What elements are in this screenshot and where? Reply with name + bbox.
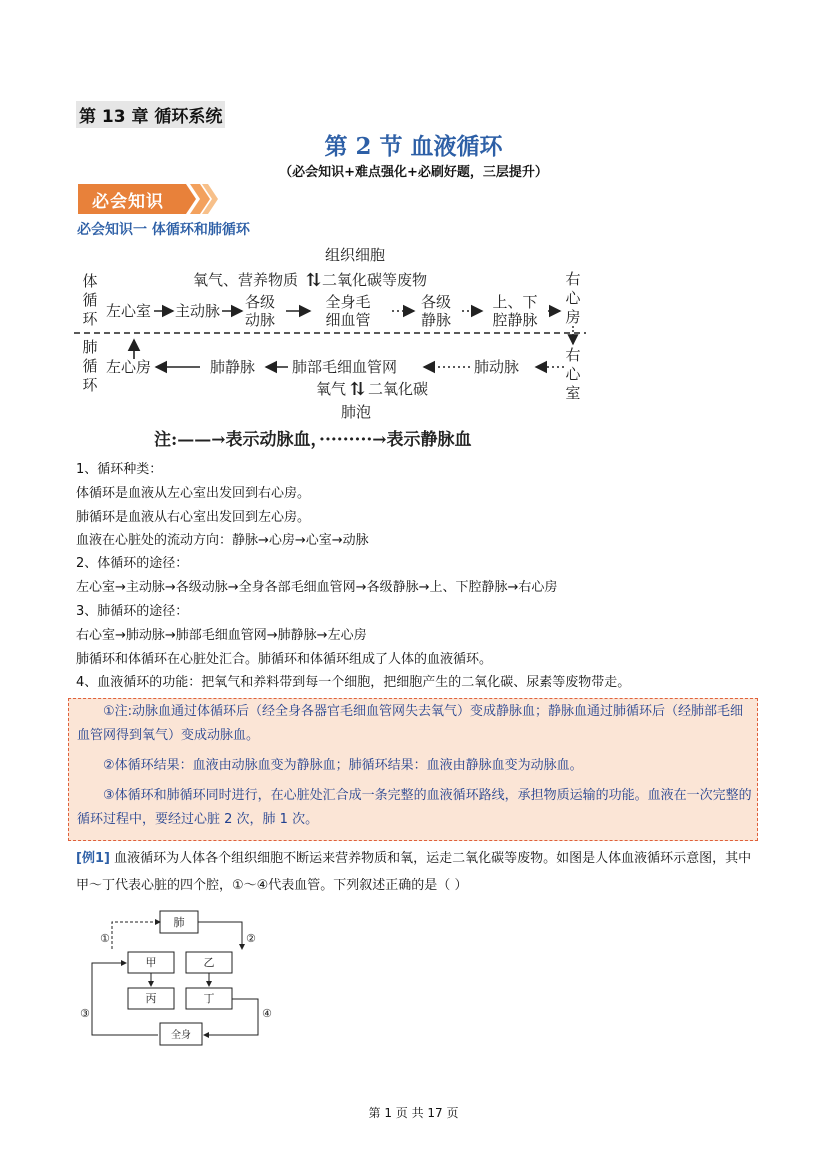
svg-text:乙: 乙	[203, 956, 215, 969]
bottom-label: 肺泡	[340, 403, 372, 421]
right-atrium-label	[565, 270, 581, 326]
text-line: 血液在心脏处的流动方向：静脉→心房→心室→动脉	[76, 533, 369, 548]
legend: 注:——→表示动脉血，·········→表示静脉血	[154, 430, 472, 450]
text-line: 3、肺循环的途径：	[76, 604, 189, 619]
node-veins: 各级	[420, 293, 452, 311]
node-pulm-artery: 肺动脉	[474, 358, 520, 376]
svg-text:肺: 肺	[82, 338, 98, 356]
svg-text:环: 环	[82, 376, 98, 394]
svg-text:腔静脉: 腔静脉	[492, 311, 538, 329]
svg-text:肺: 肺	[173, 916, 185, 929]
knowledge-title: 必会知识一 体循环和肺循环	[77, 222, 250, 238]
svg-text:全身: 全身	[171, 1030, 191, 1041]
svg-text:循: 循	[82, 291, 98, 309]
svg-text:室: 室	[565, 384, 581, 402]
vessel-2: ②	[246, 932, 256, 945]
note-3: ③体循环和肺循环同时进行，在心脏处汇合成一条完整的血液循环路线，承担物质运输的功能。血液在一次完整的循环过程中，要经过心脏 2 次，肺 1 次。	[77, 788, 752, 827]
exchange-top-left: 氧气、营养物质	[192, 271, 298, 289]
chapter-heading: 第 13 章 循环系统	[76, 101, 225, 128]
vessel-3: ③	[80, 1007, 90, 1020]
pulmonary-label	[82, 338, 98, 394]
node-left-ventricle: 左心室	[106, 302, 152, 320]
exchange-top-arrows: ⇅	[306, 270, 322, 291]
text-line: 右心室→肺动脉→肺部毛细血管网→肺静脉→左心房	[76, 628, 367, 643]
node-pulm-cap: 肺部毛细血管网	[292, 358, 398, 376]
svg-text:心: 心	[565, 289, 581, 307]
text-line: 2、体循环的途径：	[76, 556, 189, 571]
svg-text:右: 右	[565, 270, 581, 288]
page-footer: 第 1 页 共 17 页	[368, 1106, 459, 1120]
svg-text:细血管: 细血管	[325, 311, 371, 329]
node-vena-cava: 上、下	[492, 293, 538, 311]
circulation-diagram	[70, 244, 590, 454]
svg-text:心: 心	[565, 365, 581, 383]
node-pulm-vein: 肺静脉	[210, 358, 256, 376]
svg-text:房: 房	[565, 308, 581, 326]
example-text: 血液循环为人体各个组织细胞不断运来营养物质和氧，运走二氧化碳等废物。如图是人体血液循环示意图，其中甲～丁代表心脏的四个腔，①～④代表血管。下列叙述正确的是（ ）	[76, 851, 752, 893]
subtitle: （必会知识+难点强化+必刷好题，三层提升）	[279, 165, 548, 180]
note-1: ①注:动脉血通过体循环后（经全身各器官毛细血管网失去氧气）变成静脉血；静脉血通过肺循环后（经肺部毛细血管网得到氧气）变成动脉血。	[77, 704, 744, 743]
svg-text:静脉: 静脉	[420, 311, 452, 329]
text-line: 1、循环种类：	[76, 462, 163, 477]
exchange-bottom-left: 氧气	[315, 380, 346, 398]
svg-text:循: 循	[82, 357, 98, 375]
section-title: 第 2 节 血液循环	[324, 133, 503, 160]
text-line: 肺循环是血液从右心室出发回到左心房。	[76, 510, 311, 525]
node-capillaries: 全身毛	[325, 293, 371, 311]
example-tag: [例1]	[76, 851, 110, 866]
vessel-4: ④	[262, 1007, 272, 1020]
text-line: 左心室→主动脉→各级动脉→全身各部毛细血管网→各级静脉→上、下腔静脉→右心房	[76, 580, 558, 595]
example-question	[76, 845, 756, 899]
vessel-1: ①	[100, 932, 110, 945]
exchange-bottom-arrows: ⇅	[350, 379, 366, 400]
svg-text:丙: 丙	[145, 992, 157, 1005]
text-line: 肺循环和体循环在心脏处汇合。肺循环和体循环组成了人体的血液循环。	[76, 652, 493, 667]
top-label: 组织细胞	[324, 246, 386, 264]
note-2: ②体循环结果：血液由动脉血变为静脉血；肺循环结果：血液由静脉血变为动脉血。	[103, 758, 583, 773]
text-line: 体循环是血液从左心室出发回到右心房。	[76, 486, 311, 501]
node-arteries: 各级	[244, 293, 276, 311]
node-left-atrium: 左心房	[106, 358, 152, 376]
right-ventricle-label	[565, 346, 581, 402]
banner-label: 必会知识	[92, 192, 164, 212]
node-aorta: 主动脉	[175, 302, 221, 320]
exchange-top-right: 二氧化碳等废物	[322, 271, 428, 289]
svg-text:右: 右	[565, 346, 581, 364]
svg-text:动脉: 动脉	[244, 311, 276, 329]
exchange-bottom-right: 二氧化碳	[368, 380, 429, 398]
systemic-label	[82, 272, 98, 328]
svg-text:丁: 丁	[203, 992, 215, 1005]
svg-text:甲: 甲	[145, 956, 157, 969]
text-line: 4、血液循环的功能：把氧气和养料带到每一个细胞，把细胞产生的二氧化碳、尿素等废物带走。	[76, 675, 631, 690]
example-diagram	[80, 905, 280, 1050]
svg-text:体: 体	[82, 272, 98, 290]
svg-text:环: 环	[82, 310, 98, 328]
